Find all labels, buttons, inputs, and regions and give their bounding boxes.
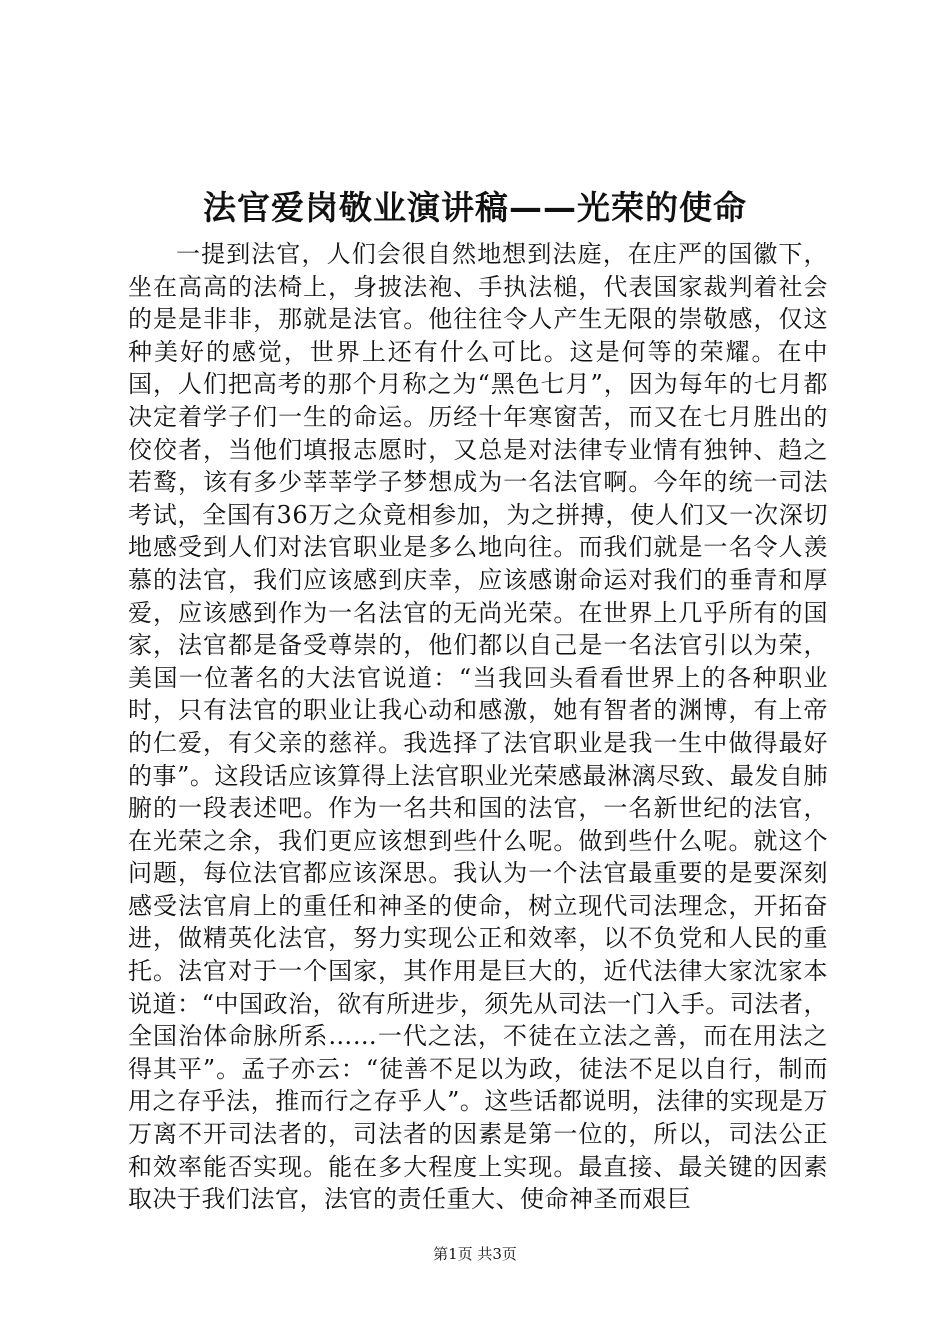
body-paragraph: 一提到法官，人们会很自然地想到法庭，在庄严的国徽下，坐在高高的法椅上，身披法袍、手执法槌，代表国家裁判着社会的是是非非，那就是法官。他往往令人产生无限的崇敬感，仅这种美好的感觉，世界上还有什么可比。这是何等的荣耀。在中国，人们把高考的那个月称之为“黑色七月”，因为每年的七月都决定着学子们一生的命运。历经十年寒窗苦，而又在七月胜出的佼佼者，当他们填报志愿时，又总是对法律专业情有独钟、趋之若鹜，该有多少莘莘学子梦想成为一名法官啊。今年的统一司法考试，全国有36万之众竟相参加，为之拼搏，使人们又一次深切地感受到人们对法官职业是多么地向往。而我们就是一名令人羡慕的法官，我们应该感到庆幸，应该感谢命运对我们的垂青和厚爱，应该感到作为一名法官的无尚光荣。在世界上几乎所有的国家，法官都是备受尊崇的，他们都以自己是一名法官引以为荣，美国一位著名的大法官说道：“当我回头看看世界上的各种职业时，只有法官的职业让我心动和感激，她有智者的渊博，有上帝的仁爱，有父亲的慈祥。我选择了法官职业是我一生中做得最好的事”。这段话应该算得上法官职业光荣感最淋漓尽致、最发自肺腑的一段表述吧。作为一名共和国的法官，一名新世纪的法官，在光荣之余，我们更应该想到些什么呢。做到些什么呢。就这个问题，每位法官都应该深思。我认为一个法官最重要的是要深刻感受法官肩上的重任和神圣的使命，树立现代司法理念，开拓奋进，做精英化法官，努力实现公正和效率，以不负党和人民的重托。法官对于一个国家，其作用是巨大的，近代法律大家沈家本说道：“中国政治，欲有所进步，须先从司法一门入手。司法者，全国治体命脉所系……一代之法，不徒在立法之善，而在用法之得其平”。孟子亦云：“徒善不足以为政，徒法不足以自行，制而用之存乎法，推而行之存乎人”。这些话都说明，法律的实现是万万离不开司法者的，司法者的因素是第一位的，所以，司法公正和效率能否实现。能在多大程度上实现。最直接、最关键的因素取决于我们法官，法官的责任重大、使命神圣而艰巨 — [128, 240, 828, 1214]
page-footer: 第1页 共3页 — [433, 1245, 517, 1263]
document-title: 法官爱岗敬业演讲稿——光荣的使命 — [203, 188, 747, 227]
